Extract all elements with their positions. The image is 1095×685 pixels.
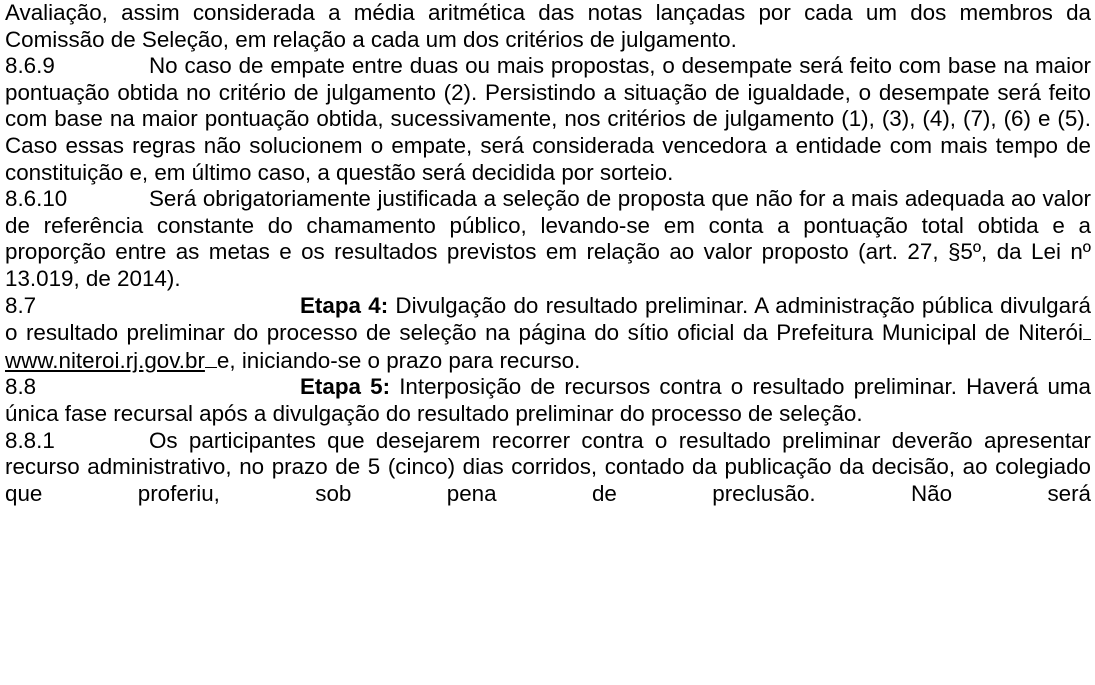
section-text: Divulgação do resultado preliminar. A administração pública divulgará o resultado preliminar do processo de seleção na página do sítio oficial da Prefeitura Municipal de Niterói [5, 292, 1091, 346]
paragraph-intro [5, 0, 1091, 53]
section-text: Os participantes que desejarem recorrer contra o resultado preliminar deverão apresentar recurso administrativo, no prazo de 5 (cinco) dias corridos, contado da publicação da decisão, ao colegiado que proferiu, sob pena de preclusão. Não será [5, 427, 1091, 506]
section-text: Será obrigatoriamente justificada a seleção de proposta que não for a mais adequada ao valor de referência constante do chamamento público, levando-se em conta a pontuação total obtida e a proporção entre as metas e os resultados previstos em relação ao valor proposto (art. 27, §5º, da Lei nº 13.019, de 2014). [5, 186, 1091, 291]
document-page [5, 0, 1091, 507]
section-text: No caso de empate entre duas ou mais propostas, o desempate será feito com base na maior pontuação obtida no critério de julgamento (2). Persistindo a situação de igualdade, o desempate será feito com base na maior pontuação obtida, sucessivamente, nos critérios de julgamento (1), (3), (4), (7), (6) e (5). Caso essas regras não solucionem o empate, será considerada vencedora a entidade com mais tempo de constituição e, em último caso, a questão será decidida por sorteio. [5, 53, 1091, 185]
section-8-8 [5, 374, 1091, 427]
section-8-6-9 [5, 53, 1091, 186]
section-number: 8.8.1 [5, 427, 55, 453]
section-number: 8.7 [5, 292, 37, 318]
website-link[interactable]: www.niteroi.rj.gov.br [5, 347, 205, 373]
section-8-6-10 [5, 186, 1091, 292]
section-8-8-1 [5, 428, 1091, 508]
link-underline-space [1083, 319, 1091, 340]
stage-label: Etapa 5: [300, 374, 391, 400]
section-number: 8.8 [5, 374, 37, 400]
section-8-7 [5, 293, 1091, 375]
paragraph-intro-text: Avaliação, assim considerada a média aritmética das notas lançadas por cada um dos membros da Comissão de Seleção, em relação a cada um dos critérios de julgamento. [5, 0, 1091, 52]
section-text-after-link: e, iniciando-se o prazo para recurso. [216, 347, 581, 373]
section-text: Interposição de recursos contra o resultado preliminar. Haverá uma única fase recursal após a divulgação do resultado preliminar do processo de seleção. [5, 374, 1091, 426]
link-underline-space [205, 347, 217, 368]
stage-label: Etapa 4: [300, 292, 389, 318]
section-number: 8.6.10 [5, 186, 68, 212]
section-number: 8.6.9 [5, 53, 55, 79]
